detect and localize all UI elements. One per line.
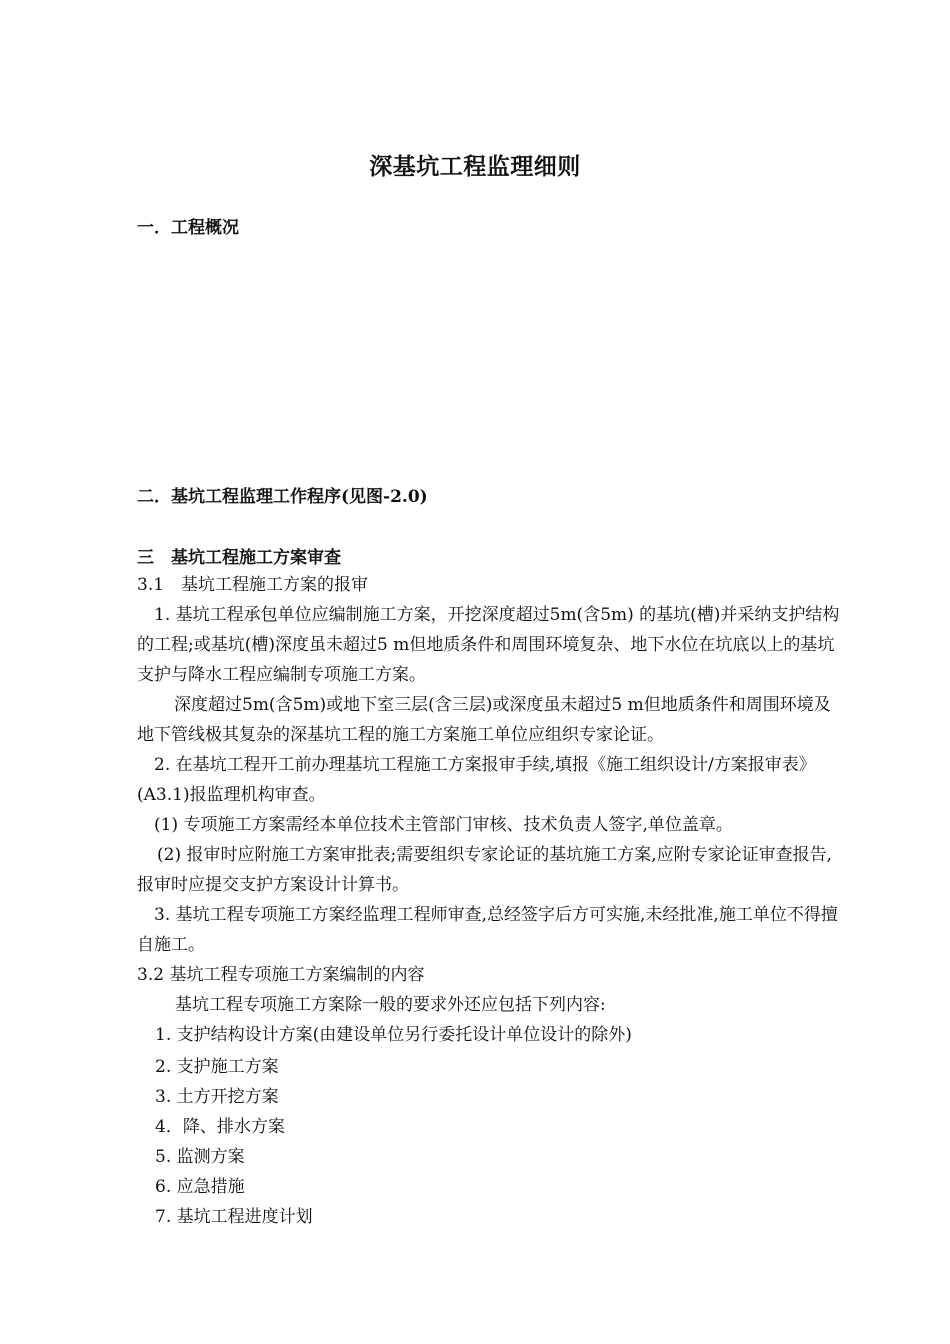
list-item: 7. 基坑工程进度计划 bbox=[155, 1207, 313, 1227]
paragraph-3: 2. 在基坑工程开工前办理基坑工程施工方案报审手续,填报《施工组织设计/方案报审表》(A3.1)报监理机构审查。 bbox=[137, 755, 816, 805]
paragraph-4: (1) 专项施工方案需经本单位技术主管部门审核、技术负责人签字,单位盖章。 bbox=[154, 815, 733, 835]
paragraph-5: (2) 报审时应附施工方案审批表;需要组织专家论证的基坑施工方案,应附专家论证审查报告,报审时应提交支护方案设计计算书。 bbox=[137, 845, 833, 895]
paragraph-2: 深度超过5m(含5m)或地下室三层(含三层)或深度虽未超过5 m但地质条件和周围环境及地下管线极其复杂的深基坑工程的施工方案施工单位应组织专家论证。 bbox=[137, 695, 831, 745]
list-item: 2. 支护施工方案 bbox=[155, 1057, 279, 1077]
list-item: 5. 监测方案 bbox=[155, 1147, 245, 1167]
paragraph-6: 3. 基坑工程专项施工方案经监理工程师审查,总经签字后方可实施,未经批准,施工单位不得擅自施工。 bbox=[137, 905, 838, 955]
section-heading-plan-review: 三 基坑工程施工方案审查 bbox=[137, 548, 341, 568]
list-item: 4．降、排水方案 bbox=[155, 1117, 285, 1137]
list-item: 6. 应急措施 bbox=[155, 1177, 245, 1197]
section-heading-procedure: 二．基坑工程监理工作程序(见图-2.0) bbox=[137, 487, 428, 507]
section-heading-overview: 一．工程概况 bbox=[137, 218, 239, 238]
document-title: 深基坑工程监理细则 bbox=[369, 153, 581, 180]
subsection-heading-3-2: 3.2 基坑工程专项施工方案编制的内容 bbox=[137, 965, 425, 985]
list-item: 3. 土方开挖方案 bbox=[155, 1087, 279, 1107]
list-item: 1. 支护结构设计方案(由建设单位另行委托设计单位设计的除外) bbox=[155, 1025, 632, 1045]
paragraph-1: 1. 基坑工程承包单位应编制施工方案，开挖深度超过5m(含5m) 的基坑(槽)并采纳支护结构的工程;或基坑(槽)深度虽未超过5 m但地质条件和周围环境复杂、地下水位在坑底以上的基坑支护与降水工程应编制专项施工方案。 bbox=[137, 605, 840, 685]
paragraph-7: 基坑工程专项施工方案除一般的要求外还应包括下列内容: bbox=[175, 995, 606, 1015]
subsection-heading-3-1: 3.1 基坑工程施工方案的报审 bbox=[137, 575, 369, 595]
